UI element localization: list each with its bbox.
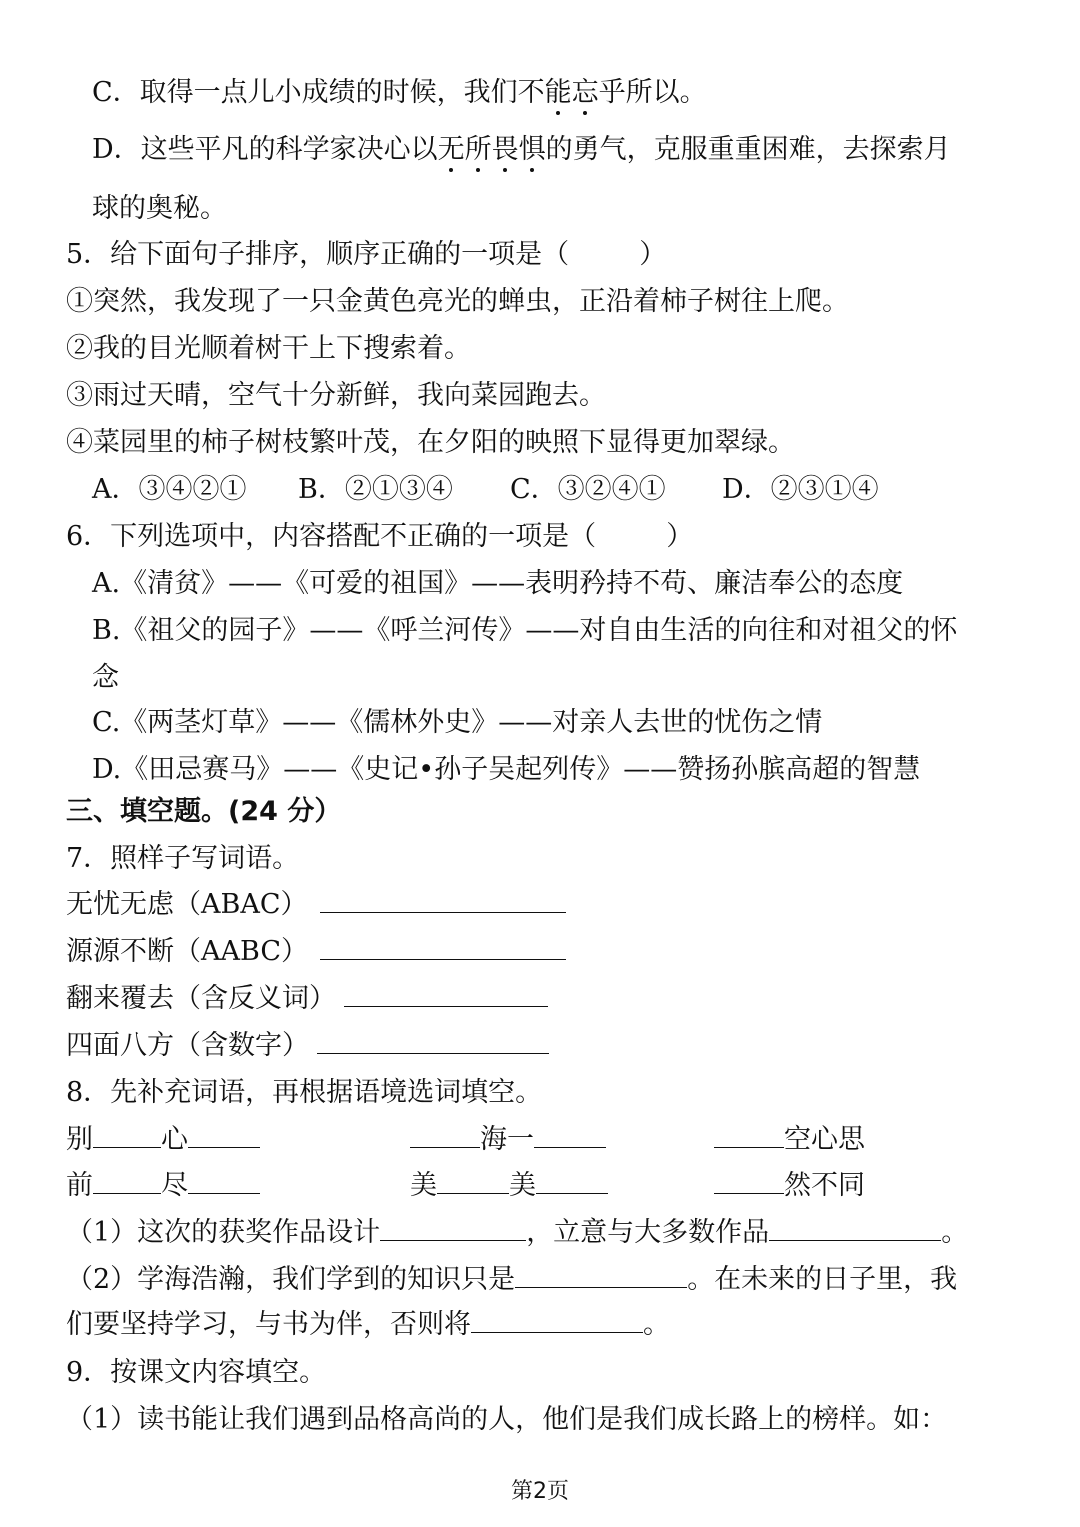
q8-word-6: 然不同	[714, 1167, 865, 1205]
section-heading: 三、填空题。(24 分）	[66, 796, 342, 827]
q7-row-3: 翻来覆去（含反义词）	[66, 980, 548, 1018]
dotted-char: 惧	[518, 134, 546, 165]
q5-stem: 5．给下面句子排序，顺序正确的一项是（ ）	[66, 239, 667, 270]
answer-blank[interactable]	[317, 1027, 549, 1054]
answer-blank[interactable]	[714, 1121, 784, 1148]
answer-blank[interactable]	[471, 1306, 643, 1333]
q8-word-4: 前 尽	[66, 1167, 260, 1205]
q8-sentence-1: （1）这次的获奖作品设计 ，立意与大多数作品 。	[66, 1214, 968, 1252]
q9-stem: 9．按课文内容填空。	[66, 1357, 327, 1388]
page-number: 第2页	[511, 1479, 569, 1504]
q6-option-d[interactable]: D.《田忌赛马》——《史记•孙子吴起列传》——赞扬孙膑高超的智慧	[92, 754, 921, 785]
q9-sentence-1: （1）读书能让我们遇到品格高尚的人，他们是我们成长路上的榜样。如：	[66, 1404, 948, 1435]
answer-blank[interactable]	[320, 886, 566, 913]
q8-word-5: 美 美	[410, 1167, 608, 1205]
q6-option-c[interactable]: C.《两茎灯草》——《儒林外史》——对亲人去世的忧伤之情	[92, 707, 823, 738]
q4-option-d-cont: 球的奥秘。	[92, 193, 227, 224]
q8-stem: 8．先补充词语，再根据语境选词填空。	[66, 1077, 543, 1108]
q5-sentence-1: ①突然，我发现了一只金黄色亮光的蝉虫，正沿着柿子树往上爬。	[66, 286, 849, 317]
q5-sentence-3: ③雨过天晴，空气十分新鲜，我向菜园跑去。	[66, 380, 606, 411]
answer-blank[interactable]	[410, 1121, 480, 1148]
answer-blank[interactable]	[188, 1167, 260, 1194]
q4-option-d: D．这些平凡的科学家决心以无所畏惧的勇气，克服重重困难，去探索月	[92, 134, 951, 165]
q8-sentence-2: （2）学海浩瀚，我们学到的知识只是 。在未来的日子里，我	[66, 1261, 957, 1299]
q4-option-c: C．取得一点儿小成绩的时候，我们不能忘乎所以。	[92, 77, 707, 108]
dotted-char: 所	[464, 134, 492, 165]
answer-blank[interactable]	[536, 1167, 608, 1194]
q8-sentence-2-cont: 们要坚持学习，与书为伴，否则将 。	[66, 1306, 670, 1344]
dotted-char: 忘	[571, 77, 599, 108]
answer-blank[interactable]	[714, 1167, 784, 1194]
answer-blank[interactable]	[344, 980, 548, 1007]
q8-word-2: 海一	[410, 1121, 606, 1159]
q6-option-b[interactable]: B.《祖父的园子》——《呼兰河传》——对自由生活的向往和对祖父的怀	[92, 615, 958, 646]
q5-option-b[interactable]: B．②①③④	[298, 474, 453, 505]
answer-blank[interactable]	[93, 1167, 161, 1194]
answer-blank[interactable]	[380, 1214, 526, 1241]
q7-stem: 7．照样子写词语。	[66, 843, 300, 874]
q7-row-1: 无忧无虑（ABAC）	[66, 886, 566, 924]
answer-blank[interactable]	[188, 1121, 260, 1148]
q6-option-a[interactable]: A.《清贫》——《可爱的祖国》——表明矜持不苟、廉洁奉公的态度	[92, 568, 904, 599]
q7-row-2: 源源不断（AABC）	[66, 933, 566, 971]
answer-blank[interactable]	[534, 1121, 606, 1148]
dotted-char: 能	[544, 77, 572, 108]
answer-blank[interactable]	[93, 1121, 161, 1148]
q5-option-d[interactable]: D．②③①④	[722, 474, 879, 505]
answer-blank[interactable]	[515, 1261, 687, 1288]
answer-blank[interactable]	[437, 1167, 509, 1194]
q6-stem: 6．下列选项中，内容搭配不正确的一项是（ ）	[66, 521, 694, 552]
answer-blank[interactable]	[320, 933, 566, 960]
q5-sentence-4: ④菜园里的柿子树枝繁叶茂，在夕阳的映照下显得更加翠绿。	[66, 427, 795, 458]
q6-option-b-cont: 念	[92, 662, 119, 693]
q5-sentence-2: ②我的目光顺着树干上下搜索着。	[66, 333, 471, 364]
dotted-char: 无	[437, 134, 465, 165]
q5-option-a[interactable]: A．③④②①	[92, 474, 247, 505]
q5-option-c[interactable]: C．③②④①	[510, 474, 666, 505]
answer-blank[interactable]	[769, 1214, 941, 1241]
q8-word-3: 空心思	[714, 1121, 865, 1159]
dotted-char: 畏	[491, 134, 519, 165]
q8-word-1: 别 心	[66, 1121, 260, 1159]
q7-row-4: 四面八方（含数字）	[66, 1027, 549, 1065]
